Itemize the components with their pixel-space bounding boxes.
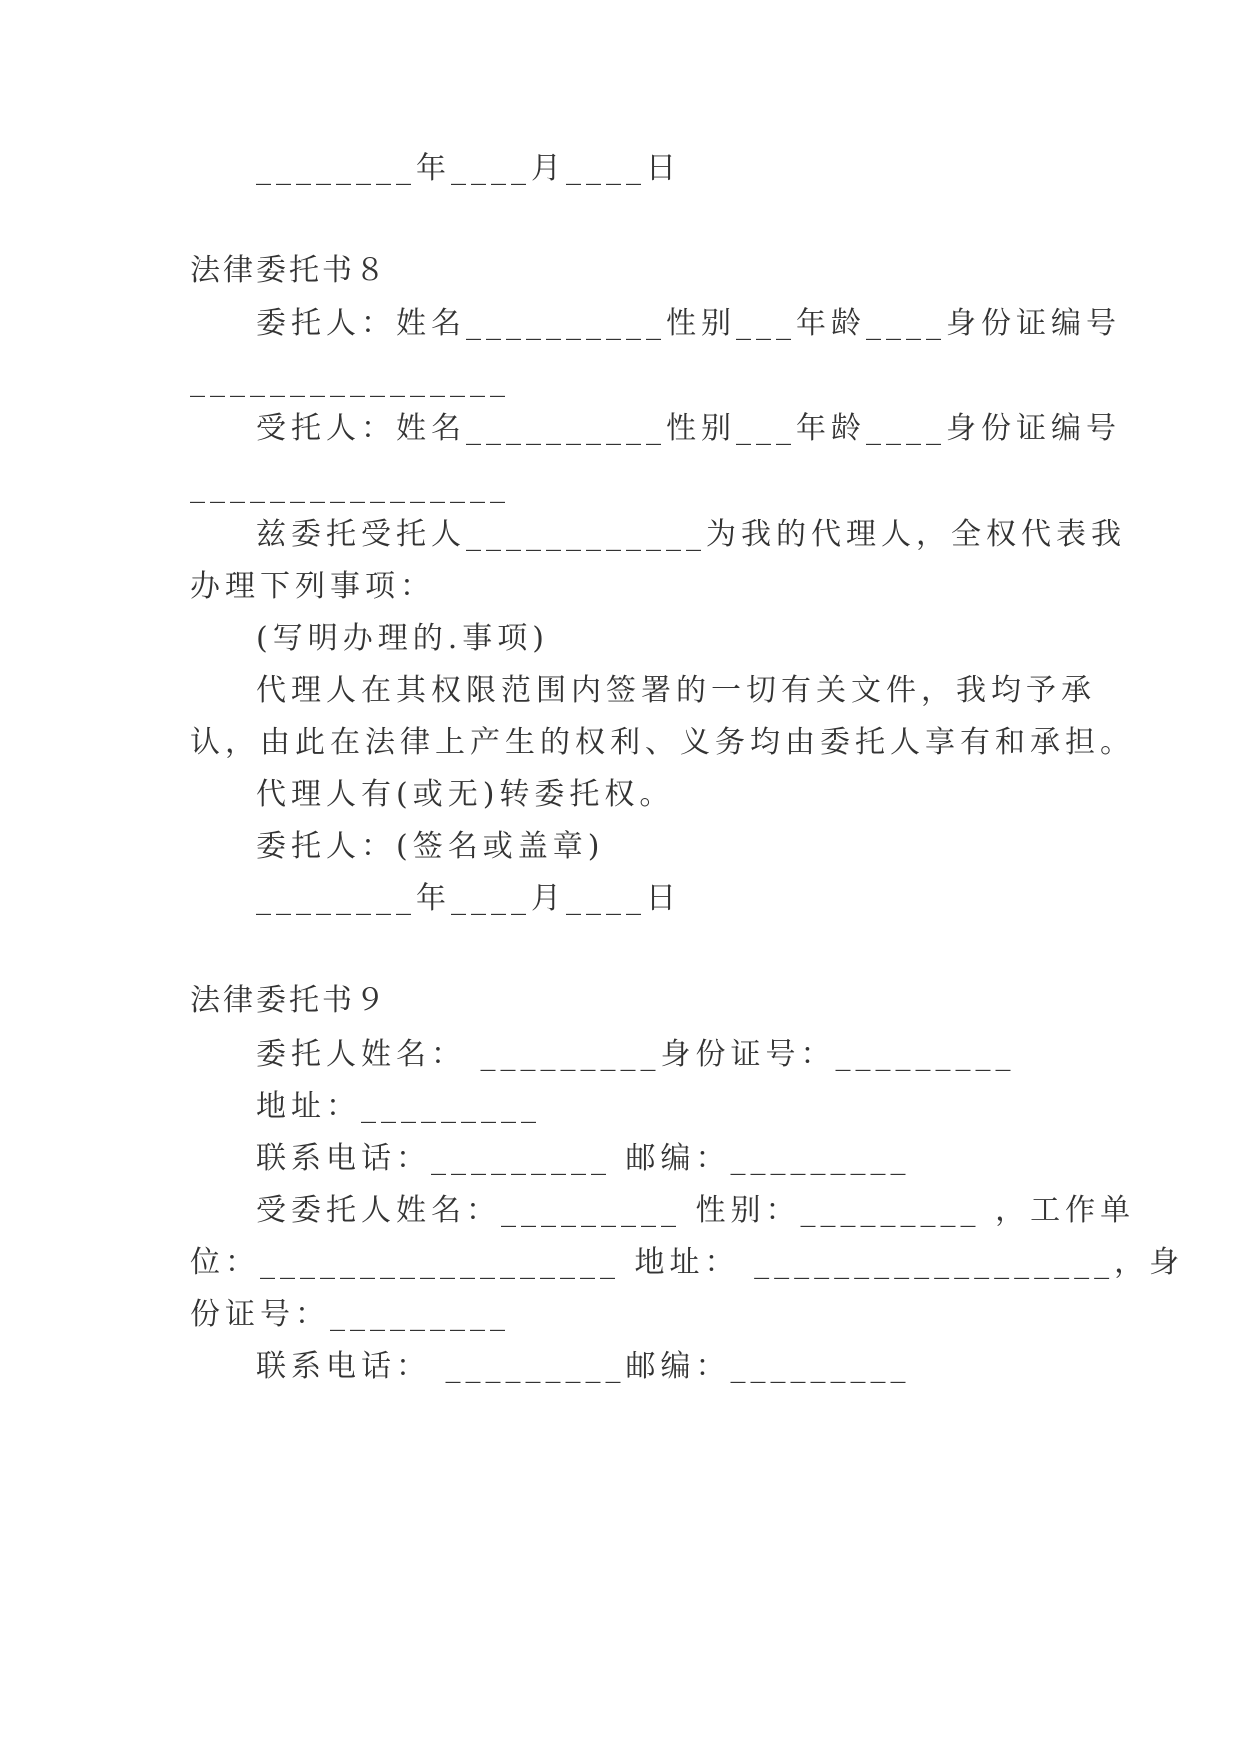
agent-line-3: 份证号：_________ <box>190 1297 510 1332</box>
acknowledge-line-2: 认，由此在法律上产生的权利、义务均由委托人享有和承担。 <box>190 725 1135 760</box>
transfer-right-line: 代理人有(或无)转委托权。 <box>256 777 675 812</box>
authorize-line-2: 办理下列事项： <box>190 569 435 604</box>
phone-postcode-line: 联系电话：_________ 邮编：_________ <box>256 1141 911 1176</box>
authorize-line-1: 兹委托受托人____________为我的代理人，全权代表我 <box>256 517 1126 552</box>
signature-line: 委托人：(签名或盖章) <box>256 829 605 864</box>
principal-line: 委托人：姓名__________性别___年龄____身份证编号 <box>256 306 1121 341</box>
date-line-top: ________年____月____日 <box>256 151 681 186</box>
agent-phone-postcode-line: 联系电话： _________邮编：_________ <box>256 1349 911 1384</box>
address-line: 地址：_________ <box>256 1089 541 1124</box>
date-line: ________年____月____日 <box>256 881 681 916</box>
principal-id-blank: ________________ <box>190 363 510 398</box>
section-9-title: 法律委托书９ <box>190 983 388 1018</box>
agent-line-1: 受委托人姓名：_________ 性别：_________ ，工作单 <box>256 1193 1136 1228</box>
agent-line: 受托人：姓名__________性别___年龄____身份证编号 <box>256 411 1121 446</box>
principal-name-id-line: 委托人姓名： _________身份证号：_________ <box>256 1037 1016 1072</box>
agent-id-blank: ________________ <box>190 469 510 504</box>
section-8-title: 法律委托书８ <box>190 253 388 288</box>
agent-line-2: 位：__________________ 地址： __________________，身 <box>190 1245 1185 1280</box>
matters-line: (写明办理的.事项) <box>256 621 549 656</box>
acknowledge-line-1: 代理人在其权限范围内签署的一切有关文件，我均予承 <box>256 673 1096 708</box>
